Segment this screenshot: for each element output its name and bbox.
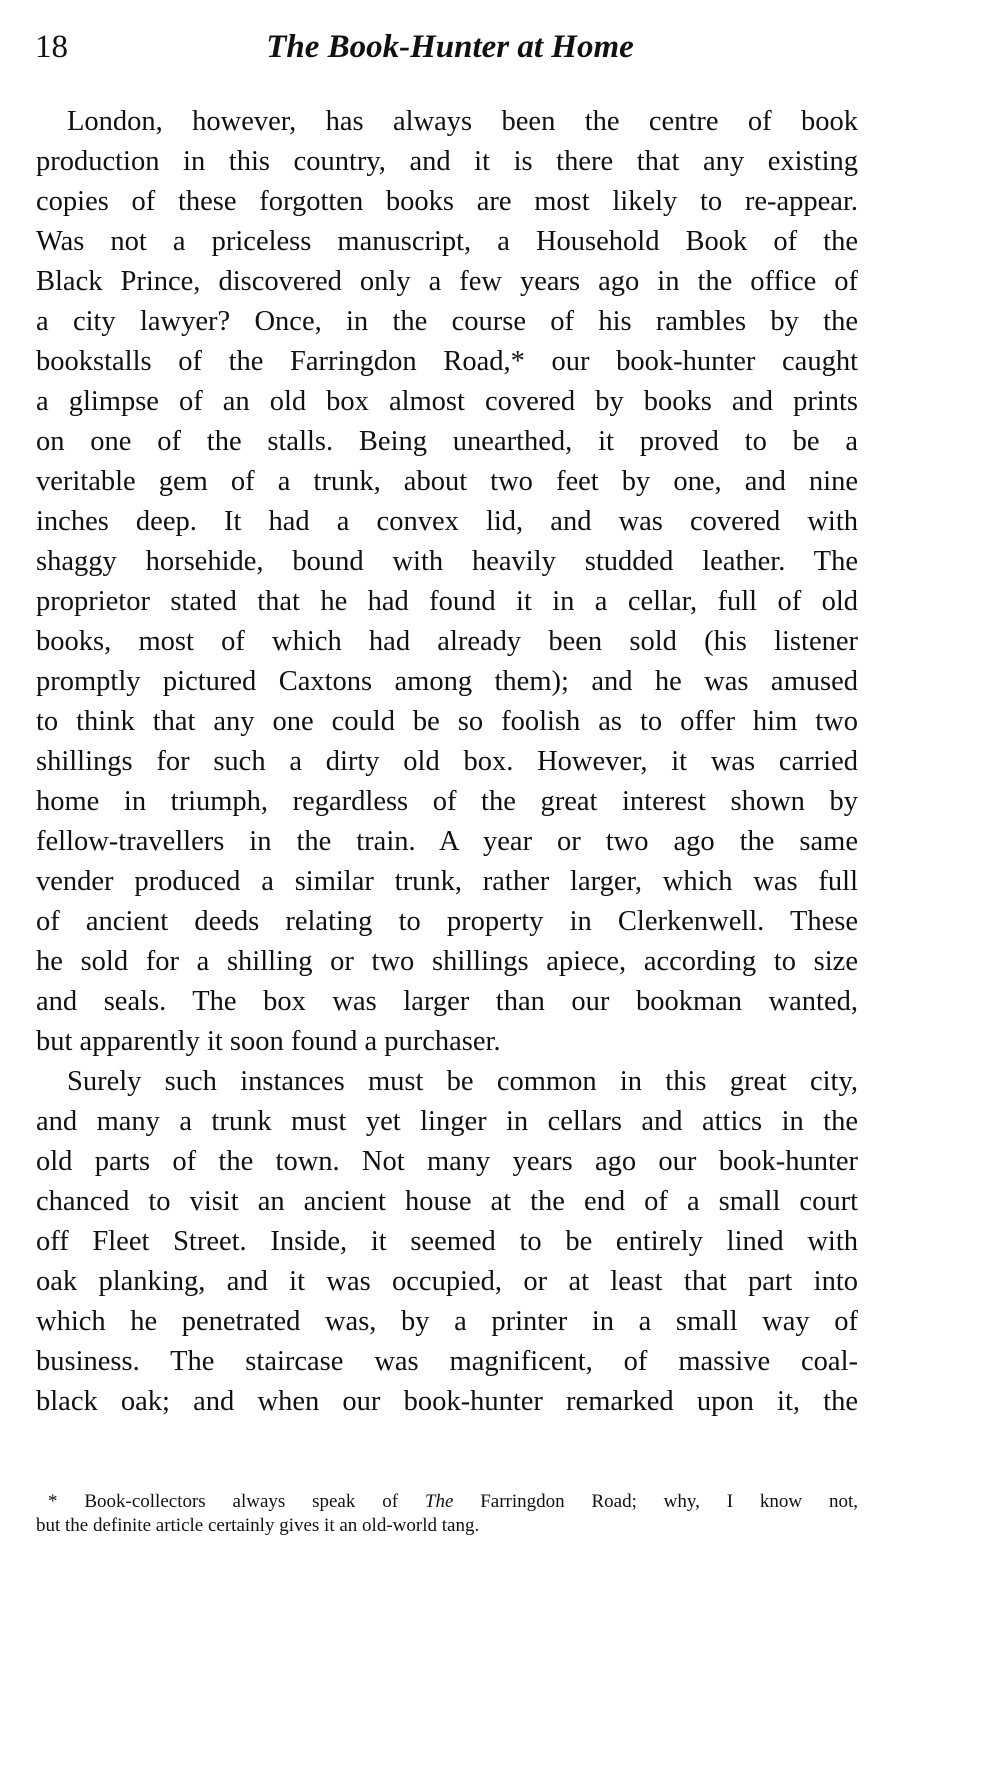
text-line: fellow-travellers in the train. A year or two ago the same xyxy=(36,826,858,857)
text-line: bookstalls of the Farringdon Road,* our book-hunter caught xyxy=(36,346,858,377)
footnote-line: but the definite article certainly gives it an old-world tang. xyxy=(36,1515,480,1536)
text-line: shillings for such a dirty old box. However, it was carried xyxy=(36,746,858,777)
text-line: to think that any one could be so foolish as to offer him two xyxy=(36,706,858,737)
footnote-text: * Book-collectors always speak of xyxy=(48,1491,425,1512)
footnote-italic-word: The xyxy=(424,1491,454,1512)
running-head xyxy=(35,22,865,72)
text-line: copies of these forgotten books are most likely to re-appear. xyxy=(36,186,858,217)
text-line: a glimpse of an old box almost covered by books and prints xyxy=(36,386,858,417)
text-line: he sold for a shilling or two shillings apiece, according to size xyxy=(36,946,858,977)
text-line: Was not a priceless manuscript, a Household Book of the xyxy=(36,226,858,257)
text-line: home in triumph, regardless of the great interest shown by xyxy=(36,786,858,817)
footnote-text: Farringdon Road; why, I know not, xyxy=(453,1491,858,1512)
text-line: and many a trunk must yet linger in cellars and attics in the xyxy=(36,1106,858,1137)
text-line: which he penetrated was, by a printer in a small way of xyxy=(36,1306,858,1337)
text-line: black oak; and when our book-hunter remarked upon it, the xyxy=(36,1386,858,1417)
text-line: London, however, has always been the centre of book xyxy=(67,106,858,137)
text-line: inches deep. It had a convex lid, and was covered with xyxy=(36,506,858,537)
paragraph xyxy=(36,1062,858,1422)
text-line: but apparently it soon found a purchaser. xyxy=(36,1026,501,1057)
text-line: off Fleet Street. Inside, it seemed to be entirely lined with xyxy=(36,1226,858,1257)
page-number: 18 xyxy=(35,29,68,65)
text-line: business. The staircase was magnificent, of massive coal- xyxy=(36,1346,858,1377)
text-line: a city lawyer? Once, in the course of his rambles by the xyxy=(36,306,858,337)
text-line: Black Prince, discovered only a few years ago in the office of xyxy=(36,266,858,297)
text-line: proprietor stated that he had found it in a cellar, full of old xyxy=(36,586,858,617)
running-title: The Book-Hunter at Home xyxy=(266,29,634,65)
text-line: old parts of the town. Not many years ago our book-hunter xyxy=(36,1146,858,1177)
footnote-line xyxy=(36,1490,858,1514)
text-line: chanced to visit an ancient house at the end of a small court xyxy=(36,1186,858,1217)
text-line: production in this country, and it is there that any existing xyxy=(36,146,858,177)
body-text xyxy=(36,102,858,1422)
text-line: shaggy horsehide, bound with heavily studded leather. The xyxy=(36,546,858,577)
text-line: Surely such instances must be common in this great city, xyxy=(67,1066,858,1097)
text-line: books, most of which had already been sold (his listener xyxy=(36,626,858,657)
text-line: and seals. The box was larger than our bookman wanted, xyxy=(36,986,858,1017)
text-line: oak planking, and it was occupied, or at least that part into xyxy=(36,1266,858,1297)
text-line: on one of the stalls. Being unearthed, it proved to be a xyxy=(36,426,858,457)
paragraph xyxy=(36,102,858,1062)
text-line: promptly pictured Caxtons among them); and he was amused xyxy=(36,666,858,697)
text-line: vender produced a similar trunk, rather larger, which was full xyxy=(36,866,858,897)
text-line: of ancient deeds relating to property in Clerkenwell. These xyxy=(36,906,858,937)
footnote xyxy=(36,1490,858,1538)
text-line: veritable gem of a trunk, about two feet by one, and nine xyxy=(36,466,858,497)
